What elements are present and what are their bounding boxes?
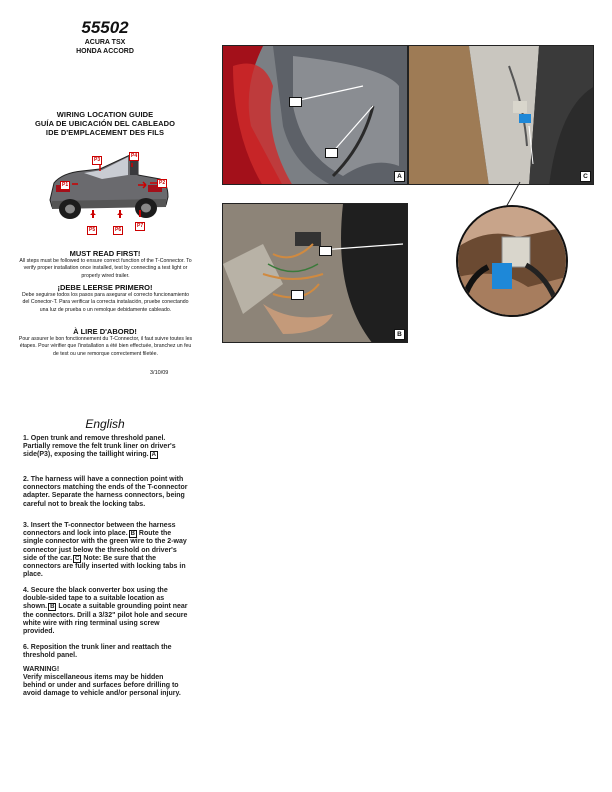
model-line-1: ACURA TSX bbox=[84, 39, 126, 46]
must-read-text: All steps must be followed to ensure correct function of the T-Connector. To verify proper installation once installed, test by connecting a test light or properly wired trailer. bbox=[19, 258, 192, 279]
point-p4-label: P4 bbox=[131, 153, 138, 159]
step-3-text-a: 3. Insert the T-connector between the harness connectors and lock into place. bbox=[23, 522, 176, 538]
point-p7-label: P7 bbox=[137, 223, 144, 229]
step-3 bbox=[23, 522, 188, 579]
arrow-marker-4 bbox=[291, 290, 304, 300]
step-6: 6. Reposition the trunk liner and reattach the threshold panel. bbox=[23, 644, 172, 660]
step-4-text-b: Locate a suitable grounding point near the connectors. Drill a 3/32" pilot hole and secure white wire with ring terminal using screw provided. bbox=[23, 603, 188, 636]
photo-c-label: C bbox=[580, 171, 591, 182]
step-1 bbox=[23, 435, 188, 460]
arrow-marker-2 bbox=[325, 148, 338, 158]
step-3-photo-ref-b: B bbox=[130, 531, 135, 538]
must-read-title: MUST READ FIRST! bbox=[69, 249, 141, 258]
point-p2-label: P2 bbox=[159, 180, 166, 186]
wiring-guide-title-fr: IDE D'EMPLACEMENT DES FILS bbox=[45, 128, 165, 137]
photo-a-trunk bbox=[222, 45, 408, 185]
photo-b-label: B bbox=[394, 329, 405, 340]
a-lire-title: À LIRE D'ABORD! bbox=[73, 327, 137, 336]
point-p5-label: P5 bbox=[89, 227, 96, 233]
converter-photo-illustration bbox=[223, 204, 408, 343]
step-2: 2. The harness will have a connection point with connectors matching the ends of the T-connector adapter. Separate the harness connectors, being careful not to break the locking tabs. bbox=[23, 476, 188, 508]
debe-leerse-text: Debe seguirse todos los pasos para asegurar el correcto funcionamiento del Conector-T. Para verificar la correcta instalación, pruebe conectando una luz de prueba o un remolque debidamente cableado. bbox=[22, 292, 189, 313]
instructions-title: English bbox=[85, 417, 125, 431]
arrow-marker-3 bbox=[319, 246, 332, 256]
trunk-photo-illustration bbox=[223, 46, 408, 185]
step-3-photo-ref-c: C bbox=[75, 555, 80, 562]
photo-c-threshold bbox=[408, 45, 594, 185]
step-4 bbox=[23, 587, 188, 636]
threshold-photo-illustration bbox=[409, 46, 594, 185]
connector-zoom-illustration bbox=[458, 207, 566, 315]
step-1-photo-ref: A bbox=[151, 452, 156, 459]
step-3-text-b: Route the single connector with the green wire to the 2-way connector just below the threshold on driver's side of the car. bbox=[23, 530, 187, 562]
part-number: 55502 bbox=[81, 18, 129, 37]
step-4-photo-ref: B bbox=[50, 604, 55, 611]
a-lire-text: Pour assurer le bon fonctionnement du T-Connector, il faut suivre toutes les étapes. Pour vérifier que l'installation a été bien effectuée, branchez un feu de test ou une remorque correctement filetée. bbox=[18, 336, 193, 357]
wiring-guide-title-es: GUÍA DE UBICACIÓN DEL CABLEADO bbox=[34, 119, 176, 128]
warning-text: Verify miscellaneous items may be hidden behind or under and surfaces before drilling to avoid damage to vehicle and/or personal injury. bbox=[23, 674, 181, 698]
step-3-text-c: Note: Be sure that the connectors are fully inserted with locking tabs in place. bbox=[23, 554, 186, 579]
arrow-marker-1 bbox=[289, 97, 302, 107]
point-p6-label: P6 bbox=[115, 227, 122, 233]
photo-b-converter bbox=[222, 203, 408, 343]
step-4-text-a: 4. Secure the black converter box using the double-sided tape to a suitable location as shown. bbox=[23, 587, 168, 611]
step-1-text: 1. Open trunk and remove threshold panel. Partially remove the felt trunk liner on driver's side(P3), exposing the taillight wiring. bbox=[23, 435, 176, 459]
warning-title: WARNING! bbox=[23, 666, 60, 673]
debe-leerse-title: ¡DEBE LEERSE PRIMERO! bbox=[57, 283, 153, 292]
document-date: 3/10/09 bbox=[150, 370, 169, 376]
car-wiring-diagram bbox=[42, 145, 172, 240]
model-line-2: HONDA ACCORD bbox=[76, 48, 134, 55]
wiring-guide-title-en: WIRING LOCATION GUIDE bbox=[56, 110, 154, 119]
connector-zoom-detail bbox=[456, 205, 568, 317]
point-p3-label: P3 bbox=[94, 157, 101, 163]
photo-a-label: A bbox=[394, 171, 405, 182]
point-p1-label: P1 bbox=[62, 182, 69, 188]
car-illustration bbox=[42, 145, 172, 240]
